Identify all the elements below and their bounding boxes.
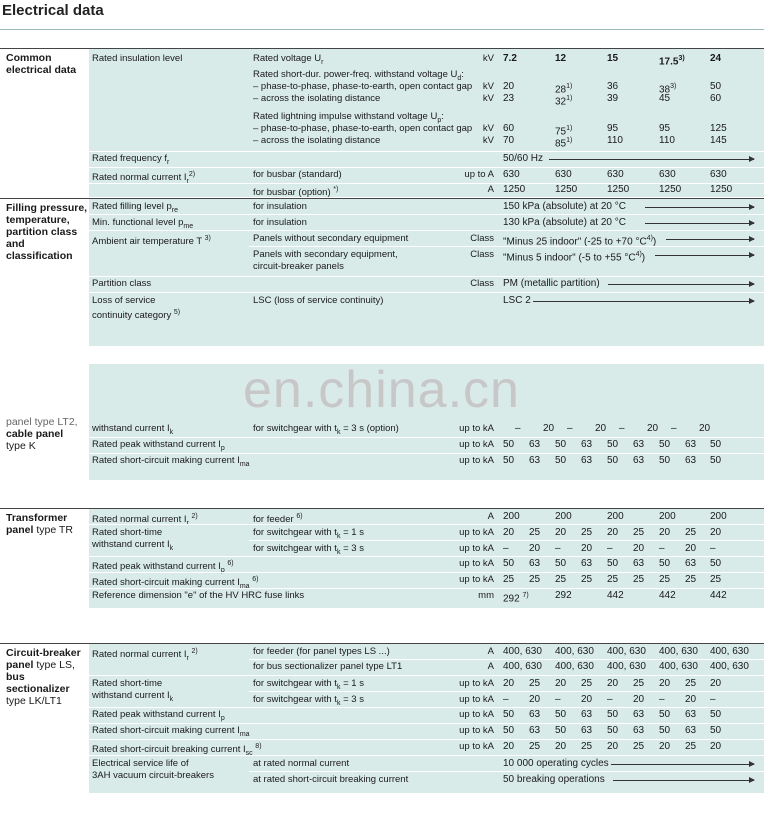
table-cell: Electrical service life of <box>92 758 189 769</box>
table-cell: 50 <box>503 709 515 720</box>
table-cell: – <box>619 423 625 434</box>
table-cell: 25 <box>581 527 593 538</box>
table-cell: 400, 630 <box>503 661 542 672</box>
section-header: Common electrical data <box>6 52 77 76</box>
table-cell: for busbar (option) *) <box>253 186 339 199</box>
table-cell: 20 <box>633 543 645 554</box>
table-cell: withstand current $I_k$ <box>92 423 174 436</box>
section-header: Transformer panel type TR <box>6 512 73 536</box>
continuation-arrow-icon <box>611 764 754 765</box>
table-cell: Rated short-circuit making current $I_{ma}$ $^{6)}$ <box>92 576 259 591</box>
table-cell: – phase-to-phase, phase-to-earth, open contact gap <box>253 123 473 134</box>
table-cell: up to kA <box>459 439 494 450</box>
table-cell: 60 <box>710 93 722 104</box>
table-cell: 25 <box>685 574 697 585</box>
table-cell: – <box>671 423 677 434</box>
table-cell: LSC (loss of service continuity) <box>253 295 384 306</box>
table-cell: Rated short-time <box>92 527 163 538</box>
continuation-arrow-icon <box>608 284 754 285</box>
table-cell: 20 <box>710 741 722 752</box>
table-cell: 20 <box>699 423 711 434</box>
table-cell: Rated short-circuit making current $I_{ma}$ <box>92 455 250 468</box>
table-cell: up to kA <box>459 543 494 554</box>
title-rule <box>0 29 764 30</box>
table-cell: 200 <box>503 511 520 522</box>
table-cell: 25 <box>633 741 645 752</box>
table-cell: 20 <box>685 694 697 705</box>
table-cell: 63 <box>685 439 697 450</box>
table-cell: 63 <box>685 709 697 720</box>
table-cell: circuit-breaker panels <box>253 261 344 272</box>
table-cell: – <box>503 694 509 705</box>
table-cell: 20 <box>529 694 541 705</box>
table-cell: up to kA <box>459 709 494 720</box>
table-cell: 1250 <box>710 184 733 195</box>
table-cell: 1250 <box>503 184 526 195</box>
continuation-arrow-icon <box>549 159 754 160</box>
table-cell: 630 <box>503 169 520 180</box>
table-cell: Loss of service <box>92 295 156 306</box>
table-cell: for insulation <box>253 217 307 228</box>
table-cell: 63 <box>633 558 645 569</box>
table-cell: 28$^{1)}$ <box>555 83 573 96</box>
table-cell: 50 <box>503 455 515 466</box>
table-cell: – <box>503 543 509 554</box>
table-cell: 50 <box>555 455 567 466</box>
table-cell: 292 $^{7)}$ <box>503 592 529 605</box>
table-cell: 20 <box>659 527 671 538</box>
table-cell: 63 <box>529 558 541 569</box>
table-cell: 20 <box>607 527 619 538</box>
section-transformer <box>0 508 764 608</box>
table-cell: at rated short-circuit breaking current <box>253 774 409 785</box>
table-cell: 25 <box>710 574 722 585</box>
table-cell: A <box>487 646 494 657</box>
table-cell: 63 <box>581 558 593 569</box>
table-cell: 20 <box>659 678 671 689</box>
table-cell: 20 <box>710 527 722 538</box>
table-cell: 63 <box>529 455 541 466</box>
table-cell: kV <box>482 123 494 134</box>
table-cell: for feeder (for panel types LS ...) <box>253 646 390 657</box>
table-cell: 50 <box>503 439 515 450</box>
table-cell: for switchgear with $t_k = 1$ s <box>253 527 364 540</box>
table-cell: for switchgear with $t_k = 3$ s <box>253 543 364 556</box>
table-cell: for switchgear with $t_k = 3$ s (option) <box>253 423 399 436</box>
table-cell: Rated normal current $I_r$ $^{2)}$ <box>92 648 198 663</box>
table-cell: 25 <box>581 678 593 689</box>
col-12: 12 <box>555 53 567 64</box>
table-cell: 50 <box>710 81 722 92</box>
section-circuit-breaker <box>0 643 764 793</box>
table-cell: up to kA <box>459 741 494 752</box>
table-cell: 50 <box>503 725 515 736</box>
table-cell: 50/60 Hz <box>503 153 544 164</box>
table-cell: 20 <box>659 741 671 752</box>
table-cell: Panels with secondary equipment, <box>253 249 398 260</box>
label-rated-voltage: Rated voltage $U_r$ <box>253 53 324 66</box>
table-cell: 36 <box>607 81 619 92</box>
table-cell: 50 <box>659 709 671 720</box>
table-cell: – across the isolating distance <box>253 135 381 146</box>
table-cell: 25 <box>529 574 541 585</box>
table-cell: withstand current $I_k$ <box>92 690 174 703</box>
table-cell: 20 <box>503 81 515 92</box>
table-cell: 60 <box>503 123 515 134</box>
section-header: Filling pressure, temperature, partition class and classification <box>6 202 88 262</box>
table-cell: 63 <box>529 709 541 720</box>
table-cell: – <box>607 543 613 554</box>
table-cell: kV <box>482 135 494 146</box>
table-cell: Rated short-circuit breaking current $I_{sc}$ $^{8)}$ <box>92 743 262 758</box>
table-cell: 25 <box>607 574 619 585</box>
table-cell: 20 <box>647 423 659 434</box>
table-cell: PM (metallic partition) <box>503 278 600 289</box>
continuation-arrow-icon <box>645 223 754 224</box>
table-cell: 63 <box>529 439 541 450</box>
table-cell: 200 <box>555 511 572 522</box>
table-cell: 25 <box>555 574 567 585</box>
table-cell: 20 <box>710 678 722 689</box>
watermark: en.china.cn <box>243 361 520 419</box>
col-24: 24 <box>710 53 722 64</box>
continuation-arrow-icon <box>533 301 754 302</box>
section-header: Circuit-breaker panel type LS, bus sectionalizer type LK/LT1 <box>6 647 81 707</box>
table-cell: kV <box>482 53 494 64</box>
table-cell: Partition class <box>92 278 152 289</box>
continuation-arrow-icon <box>645 207 754 208</box>
table-cell: 400, 630 <box>659 661 698 672</box>
table-cell: 110 <box>659 135 675 146</box>
table-cell: for bus sectionalizer panel type LT1 <box>253 661 403 672</box>
table-cell: A <box>487 184 494 195</box>
table-cell: 50 <box>710 725 722 736</box>
table-cell: 50 <box>555 439 567 450</box>
table-cell: 20 <box>543 423 555 434</box>
table-cell: kV <box>482 81 494 92</box>
table-cell: 1250 <box>607 184 630 195</box>
section-common <box>0 48 764 197</box>
label-insulation: Rated insulation level <box>92 53 183 64</box>
table-cell: 95 <box>607 123 619 134</box>
table-cell: 85$^{1)}$ <box>555 137 573 150</box>
table-cell: 25 <box>529 527 541 538</box>
table-cell: 20 <box>555 741 567 752</box>
table-cell: 50 <box>607 709 619 720</box>
table-cell: 63 <box>685 725 697 736</box>
table-cell: 442 <box>607 590 624 601</box>
table-cell: 150 kPa (absolute) at 20 °C <box>503 201 626 212</box>
table-cell: "Minus 5 indoor" (-5 to +55 $^\circ C^{4)}$) <box>503 251 646 264</box>
table-cell: 630 <box>710 169 727 180</box>
table-cell: Class <box>470 278 494 289</box>
table-cell: Rated peak withstand current $I_p$ <box>92 439 225 452</box>
table-cell: Rated frequency $f_r$ <box>92 153 170 166</box>
table-cell: 50 <box>607 558 619 569</box>
table-cell: Class <box>470 233 494 244</box>
table-cell: up to kA <box>459 455 494 466</box>
table-cell: for insulation <box>253 201 307 212</box>
table-cell: 25 <box>685 678 697 689</box>
table-cell: 63 <box>633 439 645 450</box>
table-cell: 38$^{3)}$ <box>659 83 677 96</box>
label-short-duration: Rated short-dur. power-freq. withstand voltage $U_d$: <box>253 69 464 82</box>
table-cell: LSC 2 <box>503 295 531 306</box>
table-cell: Reference dimension "e" of the HV HRC fuse links <box>92 590 305 601</box>
table-cell: 50 <box>659 558 671 569</box>
table-cell: 400, 630 <box>710 646 749 657</box>
table-cell: 25 <box>581 574 593 585</box>
table-cell: for feeder $^{6)}$ <box>253 513 303 526</box>
table-cell: Ambient air temperature T $^{3)}$ <box>92 235 211 248</box>
table-cell: 63 <box>685 455 697 466</box>
table-cell: 200 <box>659 511 676 522</box>
table-cell: 400, 630 <box>659 646 698 657</box>
table-cell: 130 kPa (absolute) at 20 °C <box>503 217 626 228</box>
col-7.2: 7.2 <box>503 53 517 64</box>
section-filling <box>0 198 764 346</box>
table-cell: 63 <box>581 725 593 736</box>
table-cell: 50 <box>555 709 567 720</box>
table-cell: 50 <box>710 709 722 720</box>
table-cell: 630 <box>555 169 572 180</box>
table-cell: 25 <box>633 678 645 689</box>
table-cell: 75$^{1)}$ <box>555 125 573 138</box>
table-cell: – <box>555 694 561 705</box>
table-cell: 25 <box>581 741 593 752</box>
table-cell: 442 <box>659 590 676 601</box>
table-cell: 20 <box>581 543 593 554</box>
table-cell: 32$^{1)}$ <box>555 95 573 108</box>
table-cell: 63 <box>581 439 593 450</box>
table-cell: 200 <box>710 511 727 522</box>
table-cell: 50 <box>555 558 567 569</box>
table-cell: 1250 <box>555 184 578 195</box>
table-cell: 10 000 operating cycles <box>503 758 609 769</box>
table-cell: up to kA <box>459 527 494 538</box>
table-cell: – <box>567 423 573 434</box>
table-cell: 95 <box>659 123 671 134</box>
table-cell: 45 <box>659 93 671 104</box>
table-cell: 145 <box>710 135 727 146</box>
table-cell: 630 <box>659 169 676 180</box>
table-cell: 1250 <box>659 184 682 195</box>
table-cell: withstand current $I_k$ <box>92 539 174 552</box>
table-cell: 20 <box>633 694 645 705</box>
table-cell: A <box>487 661 494 672</box>
table-cell: 50 <box>503 558 515 569</box>
table-cell: 20 <box>555 527 567 538</box>
table-cell: 20 <box>581 694 593 705</box>
table-cell: up to kA <box>459 678 494 689</box>
table-cell: – <box>555 543 561 554</box>
table-cell: up to kA <box>459 423 494 434</box>
table-cell: 50 <box>659 439 671 450</box>
table-cell: 63 <box>581 455 593 466</box>
table-cell: 25 <box>503 574 515 585</box>
table-cell: 442 <box>710 590 727 601</box>
table-cell: 400, 630 <box>555 646 594 657</box>
label-lightning-impulse: Rated lightning impulse withstand voltage $U_p$: <box>253 111 444 124</box>
table-cell: 23 <box>503 93 515 104</box>
table-cell: 63 <box>633 725 645 736</box>
table-cell: 63 <box>633 455 645 466</box>
table-cell: 630 <box>607 169 624 180</box>
table-cell: 20 <box>607 678 619 689</box>
table-cell: for switchgear with $t_k = 1$ s <box>253 678 364 691</box>
table-cell: 63 <box>529 725 541 736</box>
table-cell: 63 <box>581 709 593 720</box>
table-cell: 70 <box>503 135 515 146</box>
table-cell: 200 <box>607 511 624 522</box>
table-cell: 400, 630 <box>607 646 646 657</box>
col-15: 15 <box>607 53 619 64</box>
table-cell: "Minus 25 indoor" (-25 to +70 $^\circ C^{4)}$) <box>503 235 657 248</box>
col-17.5: 17.5$^{3)}$ <box>659 55 685 68</box>
table-cell: up to kA <box>459 725 494 736</box>
table-cell: 50 <box>607 439 619 450</box>
table-cell: Rated peak withstand current $I_p$ $^{6)}$ <box>92 560 234 575</box>
table-cell: at rated normal current <box>253 758 350 769</box>
table-cell: 25 <box>633 527 645 538</box>
table-cell: up to kA <box>459 694 494 705</box>
table-cell: up to kA <box>459 574 494 585</box>
table-cell: 50 breaking operations <box>503 774 605 785</box>
page-title: Electrical data <box>2 2 104 19</box>
table-cell: 400, 630 <box>555 661 594 672</box>
table-cell: – <box>710 694 716 705</box>
table-cell: – phase-to-phase, phase-to-earth, open contact gap <box>253 81 473 92</box>
table-cell: for switchgear with $t_k = 3$ s <box>253 694 364 707</box>
table-cell: 400, 630 <box>710 661 749 672</box>
table-cell: up to kA <box>459 558 494 569</box>
table-cell: 50 <box>659 455 671 466</box>
table-cell: Rated short-circuit making current $I_{ma}$ <box>92 725 250 738</box>
table-cell: 25 <box>685 741 697 752</box>
table-cell: 20 <box>503 741 515 752</box>
table-cell: 50 <box>710 455 722 466</box>
table-cell: 50 <box>607 455 619 466</box>
table-cell: – <box>659 694 665 705</box>
table-cell: 25 <box>529 678 541 689</box>
table-cell: Rated normal current $I_r^{2)}$ <box>92 171 196 186</box>
table-cell: continuity category $^{5)}$ <box>92 309 181 322</box>
table-cell: Class <box>470 249 494 260</box>
table-cell: 400, 630 <box>503 646 542 657</box>
table-cell: Rated filling level $p_{re}$ <box>92 201 178 214</box>
table-cell: 20 <box>503 678 515 689</box>
table-cell: 3AH vacuum circuit-breakers <box>92 770 214 781</box>
table-cell: 50 <box>607 725 619 736</box>
table-cell: 50 <box>555 725 567 736</box>
table-cell: 63 <box>633 709 645 720</box>
table-cell: – <box>659 543 665 554</box>
table-cell: Min. functional level $p_{me}$ <box>92 217 194 230</box>
table-cell: A <box>487 511 494 522</box>
continuation-arrow-icon <box>655 255 754 256</box>
table-cell: 20 <box>685 543 697 554</box>
table-cell: 20 <box>555 678 567 689</box>
table-cell: 25 <box>685 527 697 538</box>
continuation-arrow-icon <box>666 239 754 240</box>
section-header: panel type LT2, cable panel type K <box>6 416 78 452</box>
table-cell: 20 <box>503 527 515 538</box>
table-cell: – across the isolating distance <box>253 93 381 104</box>
table-cell: 39 <box>607 93 619 104</box>
table-cell: kV <box>482 93 494 104</box>
table-cell: Panels without secondary equipment <box>253 233 409 244</box>
table-cell: mm <box>478 590 494 601</box>
table-cell: 50 <box>710 558 722 569</box>
table-cell: – <box>515 423 521 434</box>
table-cell: – <box>607 694 613 705</box>
table-cell: Rated short-time <box>92 678 163 689</box>
table-cell: 125 <box>710 123 727 134</box>
table-cell: 63 <box>685 558 697 569</box>
table-cell: 25 <box>659 574 671 585</box>
table-cell: 50 <box>659 725 671 736</box>
table-cell: 110 <box>607 135 623 146</box>
table-cell: Rated normal current $I_r$ $^{2)}$ <box>92 513 198 528</box>
table-cell: for busbar (standard) <box>253 169 342 180</box>
table-cell: 25 <box>633 574 645 585</box>
table-cell: 20 <box>595 423 607 434</box>
table-cell: up to A <box>464 169 494 180</box>
table-cell: 20 <box>607 741 619 752</box>
continuation-arrow-icon <box>613 780 754 781</box>
table-cell: Rated peak withstand current $I_p$ <box>92 709 225 722</box>
table-cell: 292 <box>555 590 572 601</box>
table-cell: 50 <box>710 439 722 450</box>
table-cell: – <box>710 543 716 554</box>
table-cell: 20 <box>529 543 541 554</box>
table-cell: 25 <box>529 741 541 752</box>
table-cell: 400, 630 <box>607 661 646 672</box>
